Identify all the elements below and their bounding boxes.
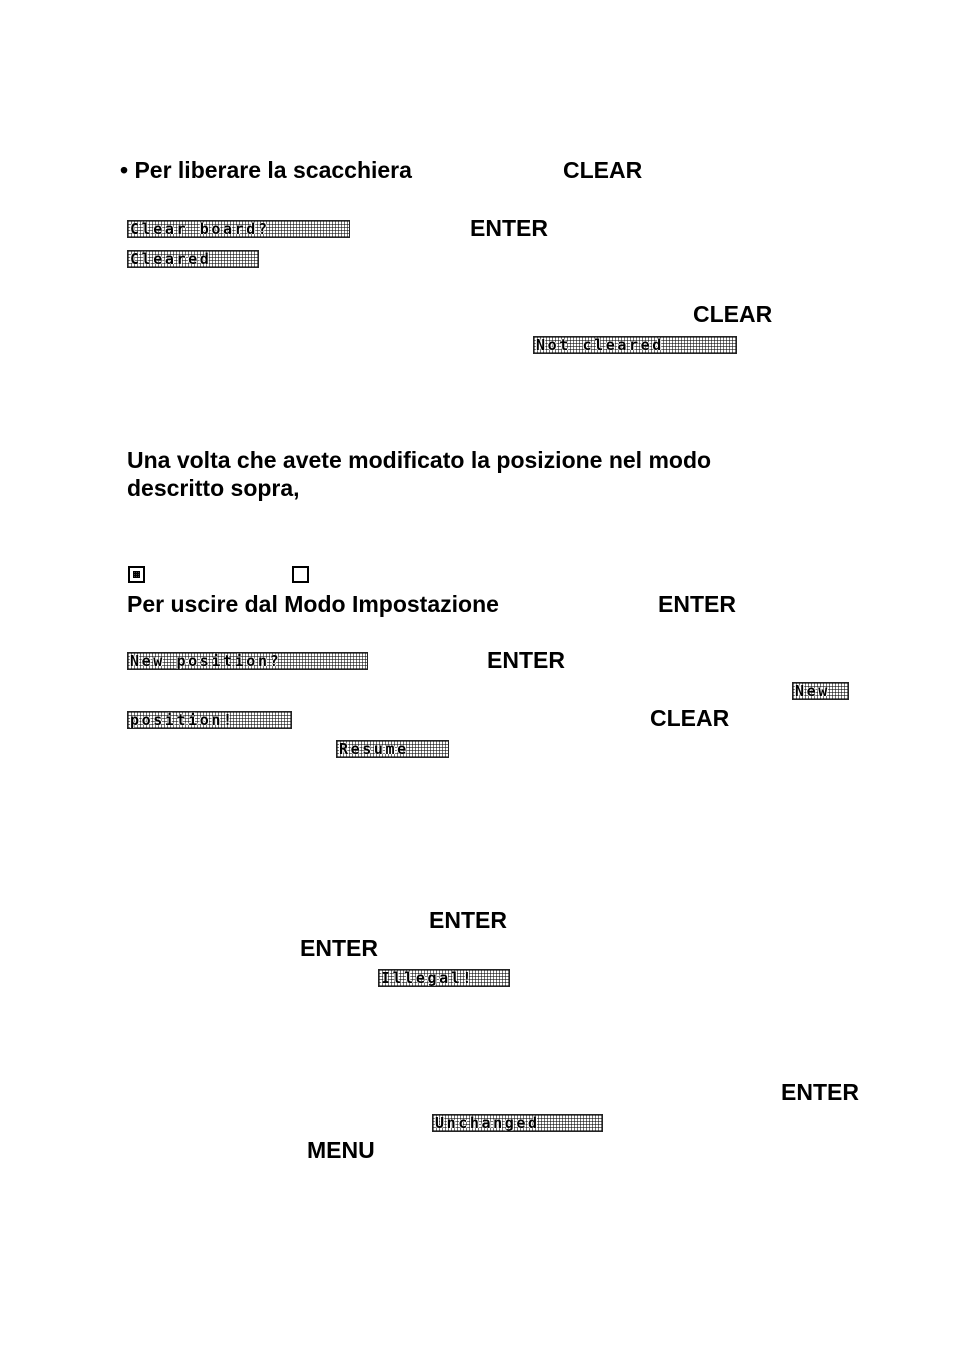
clear-key-label: CLEAR: [563, 157, 643, 183]
lcd-clear-board: [127, 220, 350, 238]
lcd-not-cleared: [533, 336, 737, 354]
lcd-not-cleared-text: Not cleared: [536, 336, 664, 354]
enter-key-label-4: ENTER: [429, 907, 507, 933]
lcd-position-excl: [127, 711, 292, 729]
lcd-resume-text: Resume: [339, 740, 409, 758]
lcd-new-position-q: [127, 652, 368, 670]
enter-key-label-3: ENTER: [487, 647, 565, 673]
menu-key-label: MENU: [307, 1137, 375, 1163]
lcd-illegal-text: Illegal!: [381, 969, 475, 987]
lcd-cleared: [127, 250, 259, 268]
exit-setup-text: Per uscire dal Modo Impostazione: [127, 591, 499, 617]
lcd-unchanged-text: Unchanged: [435, 1114, 540, 1132]
lcd-resume: [336, 740, 449, 758]
clear-key-label-2: CLEAR: [693, 301, 773, 327]
lcd-position-excl-text: position!: [130, 711, 235, 729]
enter-key-label-2: ENTER: [658, 591, 736, 617]
lcd-new-position-q-text: New position?: [130, 652, 282, 670]
lcd-unchanged: [432, 1114, 603, 1132]
lcd-illegal: [378, 969, 510, 987]
paragraph-modified-line2: descritto sopra,: [127, 475, 300, 501]
lcd-clear-board-text: Clear board?: [130, 220, 270, 238]
clear-key-label-3: CLEAR: [650, 705, 730, 731]
enter-key-label-5: ENTER: [300, 935, 378, 961]
paragraph-modified-line1: Una volta che avete modificato la posizione nel modo: [127, 447, 712, 473]
lcd-cleared-text: Cleared: [130, 250, 212, 268]
enter-key-label: ENTER: [470, 215, 548, 241]
filled-square-icon: [128, 566, 145, 583]
enter-key-label-6: ENTER: [781, 1079, 859, 1105]
lcd-new-text: New: [795, 682, 830, 700]
empty-square-icon: [292, 566, 309, 583]
bullet-clear-text: • Per liberare la scacchiera: [120, 157, 412, 183]
lcd-new: [792, 682, 849, 700]
